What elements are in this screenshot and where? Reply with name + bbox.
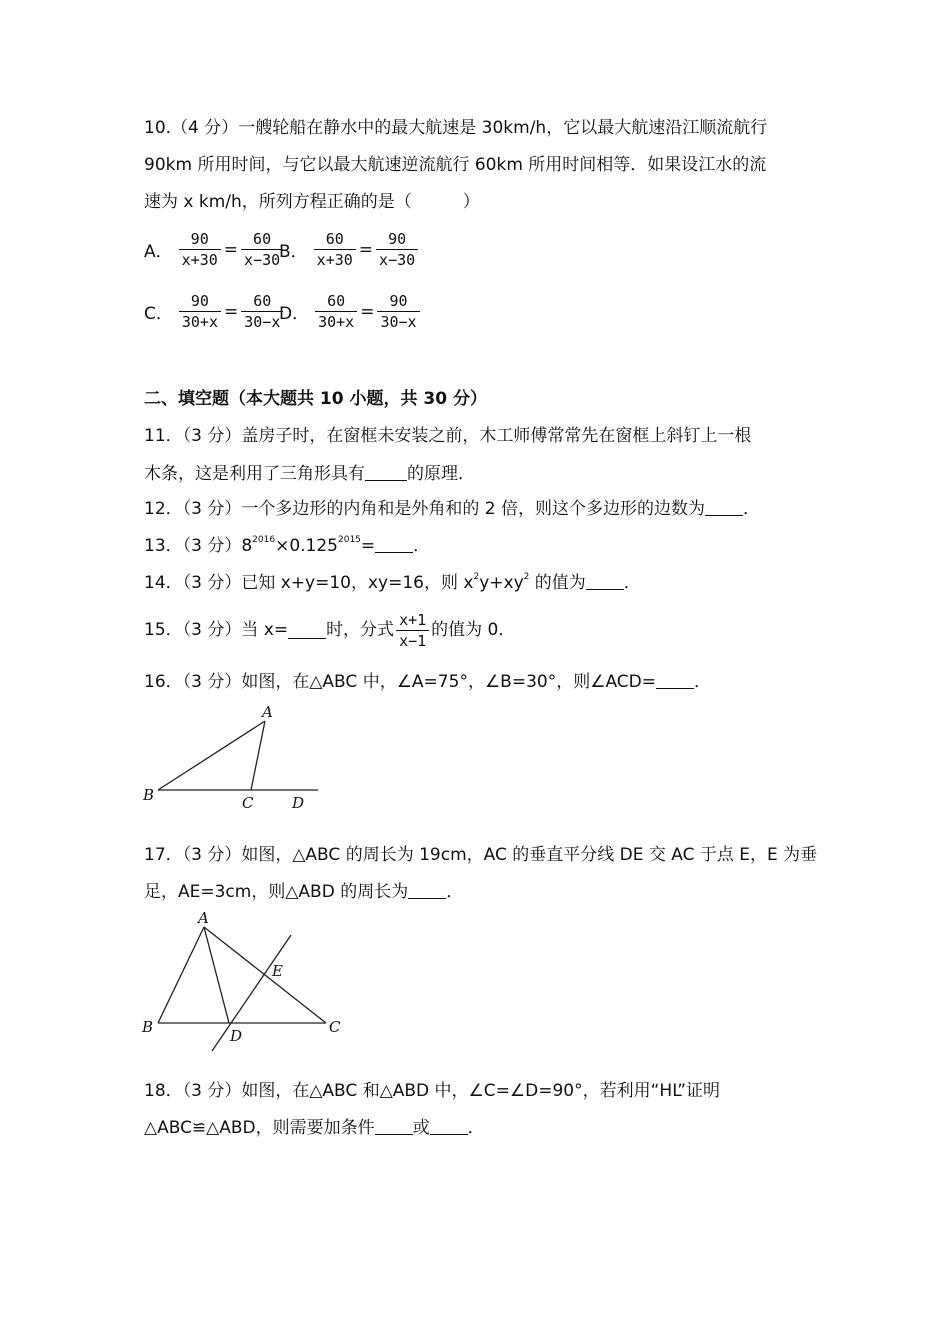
fraction: $\frac{90}{30-x}$ (377, 292, 419, 331)
q10-line3: 速为 x km/h，所列方程正确的是（ ） (144, 192, 480, 212)
label-c: C (242, 794, 254, 812)
q17-figure (138, 910, 358, 1055)
q13-line: 13．（3 分）$8^{2016}\times 0.125^{2015}=$ ． (144, 535, 431, 556)
perpendicular-bisector-de (212, 935, 291, 1051)
q11-line1: 11．（3 分）盖房子时，在窗框未安装之前，木工师傅常常先在窗框上斜钉上一根 (144, 426, 752, 446)
label-e: E (272, 962, 283, 980)
q10-line2: 90km 所用时间，与它以最大航速逆流航行 60km 所用时间相等．如果设江水的流 (144, 155, 767, 175)
label-c: C (329, 1018, 341, 1036)
fraction: $\frac{x+1}{x-1}$ (396, 611, 429, 650)
q16-figure (138, 700, 328, 810)
segment-ba (158, 927, 204, 1023)
answer-blank[interactable] (408, 882, 446, 899)
label-d: D (230, 1027, 243, 1045)
answer-blank[interactable] (430, 1118, 468, 1135)
q18-line2: △ABC≌△ABD，则需要加条件 或 ． (144, 1118, 485, 1138)
segment-ac (251, 721, 265, 790)
answer-blank[interactable] (365, 464, 407, 481)
fraction: $\frac{90}{x-30}$ (376, 230, 418, 269)
answer-blank[interactable] (656, 672, 694, 689)
fraction: $\frac{60}{30+x}$ (315, 292, 357, 331)
fraction: $\frac{90}{30+x}$ (179, 292, 221, 331)
answer-blank[interactable] (586, 573, 624, 590)
fraction: $\frac{60}{30-x}$ (241, 292, 283, 331)
q10-line1: 10.（4 分）一艘轮船在静水中的最大航速是 30km/h，它以最大航速沿江顺流航行 (144, 118, 768, 138)
fraction: $\frac{60}{x+30}$ (314, 230, 356, 269)
segment-ad (204, 927, 229, 1023)
fraction: $\frac{90}{x+30}$ (179, 230, 221, 269)
segment-ba (158, 721, 265, 790)
segment-ac (204, 927, 326, 1023)
answer-blank[interactable] (375, 1118, 413, 1135)
q10-option-b[interactable]: B． $\frac{60}{x+30}$ = $\frac{90}{x-30}$ (279, 230, 420, 269)
q18-line1: 18．（3 分）如图，在△ABC 和△ABD 中，∠C=∠D=90°，若利用“HL”证明 (144, 1081, 721, 1101)
answer-blank[interactable] (288, 622, 326, 639)
label-d: D (292, 794, 305, 812)
label-b: B (143, 786, 155, 804)
q16-line: 16．（3 分）如图，在△ABC 中，∠A=75°，∠B=30°，则∠ACD= ． (144, 672, 711, 692)
q17-line1: 17．（3 分）如图，△ABC 的周长为 19cm，AC 的垂直平分线 DE 交 AC 于点 E，E 为垂 (144, 845, 818, 865)
q10-option-d[interactable]: D． $\frac{60}{30+x}$ = $\frac{90}{30-x}$ (279, 292, 422, 331)
section-heading: 二、填空题（本大题共 10 小题，共 30 分） (144, 389, 487, 409)
answer-blank[interactable] (375, 536, 413, 553)
label-a: A (198, 909, 209, 927)
q15-line: 15．（3 分）当 x= 时，分式 $\frac{x+1}{x-1}$ 的值为 0． (144, 610, 516, 650)
q11-line2: 木条，这是利用了三角形具有 的原理． (144, 464, 475, 484)
label-b: B (142, 1018, 154, 1036)
q10-option-c[interactable]: C． $\frac{90}{30+x}$ = $\frac{60}{30-x}$ (144, 292, 285, 331)
q10-option-a[interactable]: A． $\frac{90}{x+30}$ = $\frac{60}{x-30}$ (144, 230, 285, 269)
label-a: A (262, 703, 273, 721)
answer-blank[interactable] (705, 499, 743, 516)
q17-line2: 足，AE=3cm，则△ABD 的周长为 ． (144, 882, 464, 902)
fraction: $\frac{60}{x-30}$ (241, 230, 283, 269)
q14-line: 14．（3 分）已知 x+y=10，xy=16，则 $x^2y+xy^2$ 的值为 ． (144, 572, 641, 593)
q12-line: 12．（3 分）一个多边形的内角和是外角和的 2 倍，则这个多边形的边数为 ． (144, 499, 760, 519)
